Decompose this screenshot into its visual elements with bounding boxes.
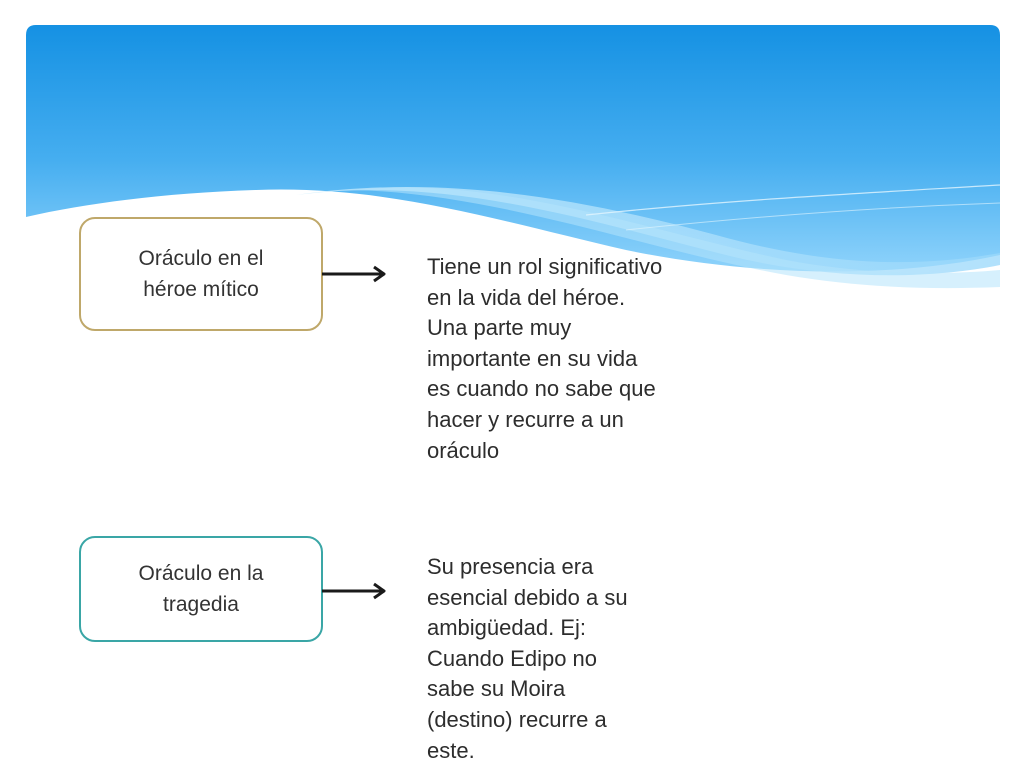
concept-box-heroe-mitico xyxy=(79,217,323,331)
concept-label: Oráculo en la tragedia xyxy=(138,562,264,616)
concept-box-tragedia xyxy=(79,536,323,642)
description-tragedia: Su presencia era esencial debido a su ambigüedad. Ej: Cuando Edipo no sabe su Moira (destino) recurre a este. xyxy=(427,554,628,763)
description-heroe-mitico: Tiene un rol significativo en la vida del héroe. Una parte muy importante en su vida es cuando no sabe que hacer y recurre a un oráculo xyxy=(427,254,663,463)
arrow-right-icon xyxy=(322,263,388,285)
arrow-right-icon xyxy=(322,580,388,602)
concept-label: Oráculo en el héroe mítico xyxy=(138,247,264,301)
